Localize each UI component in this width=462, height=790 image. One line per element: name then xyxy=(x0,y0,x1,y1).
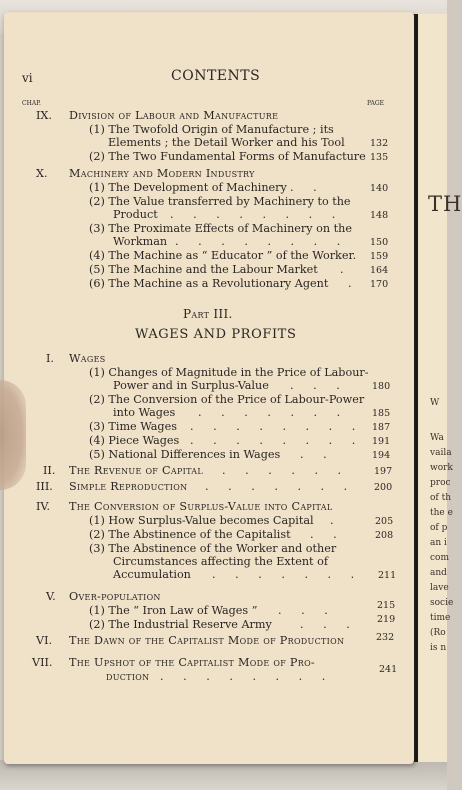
section-entry: (2) The Industrial Reserve Army xyxy=(89,618,272,631)
page-number: 205 xyxy=(375,516,394,527)
section-entry: (1) The Development of Machinery xyxy=(89,181,287,194)
chapter-title: The Dawn of the Capitalist Mode of Production xyxy=(69,634,345,647)
page-number: 197 xyxy=(374,466,393,477)
page-number: 170 xyxy=(370,279,389,290)
page-number: 132 xyxy=(370,138,389,149)
facing-page-text: work xyxy=(430,463,453,473)
leader-dots: . xyxy=(330,514,342,527)
facing-page-heading: TH xyxy=(428,192,462,216)
chapter-number: IX. xyxy=(36,109,52,122)
leader-dots: . . . . . . xyxy=(222,464,350,477)
facing-page-text: (Ro xyxy=(430,628,446,638)
chapter-number: II. xyxy=(43,464,56,477)
thumb-shadow xyxy=(0,380,26,490)
section-entry: (2) The Value transferred by Machinery to the xyxy=(89,195,351,208)
page-number: 241 xyxy=(379,664,398,675)
facing-page-text: of p xyxy=(430,523,448,533)
leader-dots: . . . . . . . . xyxy=(170,208,344,221)
section-entry: (2) The Conversion of the Price of Labour-Power xyxy=(89,393,365,406)
leader-dots: . . . . . . . . xyxy=(190,420,364,433)
facing-page xyxy=(414,14,462,762)
facing-page-text: time xyxy=(430,613,451,623)
page-number: 148 xyxy=(370,210,389,221)
page-number: 200 xyxy=(374,482,393,493)
leader-dots: . . . . . . . . xyxy=(190,434,364,447)
section-entry: (1) Changes of Magnitude in the Price of Labour- xyxy=(89,366,369,379)
chapter-title: Machinery and Modern Industry xyxy=(69,167,255,180)
section-entry: (1) How Surplus-Value becomes Capital xyxy=(89,514,314,527)
chapter-number: I. xyxy=(46,352,54,365)
facing-page-text: lave xyxy=(430,583,449,593)
page-number: 164 xyxy=(370,265,389,276)
leader-dots: . . xyxy=(310,528,345,541)
leader-dots: . . xyxy=(300,448,335,461)
page-title: CONTENTS xyxy=(171,68,261,84)
chapter-number: V. xyxy=(46,590,56,603)
chapter-number: VII. xyxy=(32,656,53,669)
section-entry: Workman xyxy=(113,235,168,248)
page-number: 191 xyxy=(372,436,391,447)
section-entry: (2) The Two Fundamental Forms of Manufacture xyxy=(89,150,366,163)
section-entry: Accumulation xyxy=(113,568,191,581)
chapter-title: The Conversion of Surplus-Value into Capital xyxy=(69,500,333,513)
section-entry: (3) The Abstinence of the Worker and other xyxy=(89,542,337,555)
page-number: 150 xyxy=(370,237,389,248)
leader-dots: . xyxy=(340,263,352,276)
facing-page-text: of th xyxy=(430,493,452,503)
facing-page-text: com xyxy=(430,553,449,563)
leader-dots: . . . xyxy=(278,604,336,617)
chapter-number: IV. xyxy=(36,500,51,513)
chapter-title: Division of Labour and Manufacture xyxy=(69,109,279,122)
section-entry: (1) The Twofold Origin of Manufacture ; its xyxy=(89,123,334,136)
part-label: Part III. xyxy=(183,307,233,321)
page-number: 140 xyxy=(370,183,389,194)
page-number: 232 xyxy=(376,632,395,643)
chapter-title: The Upshot of the Capitalist Mode of Pro- xyxy=(69,656,316,669)
leader-dots: . . . . . . . xyxy=(212,568,363,581)
page-number: 159 xyxy=(370,251,389,262)
page-number: 219 xyxy=(377,614,396,625)
leader-dots: . . . xyxy=(290,379,348,392)
facing-page-text: proc xyxy=(430,478,451,488)
leader-dots: . . xyxy=(290,181,325,194)
facing-page-text: an i xyxy=(430,538,447,548)
section-entry: Elements ; the Detail Worker and his Tool xyxy=(108,136,345,149)
chapter-title: Simple Reproduction xyxy=(69,480,188,493)
page-number: 180 xyxy=(372,381,391,392)
chapter-number: X. xyxy=(36,167,48,180)
page-number: 135 xyxy=(370,152,389,163)
chapter-number: VI. xyxy=(36,634,53,647)
facing-page-text: the e xyxy=(430,508,453,518)
leader-dots: . . . . . . . xyxy=(198,406,349,419)
part-title: WAGES AND PROFITS xyxy=(135,327,297,342)
facing-page-text: and xyxy=(430,568,447,578)
section-entry: Circumstances affecting the Extent of xyxy=(113,555,328,568)
section-entry: (4) Piece Wages xyxy=(89,434,180,447)
leader-dots: . . . . . . . . xyxy=(175,235,349,248)
facing-page-text: W xyxy=(430,398,440,408)
section-entry: (5) National Differences in Wages xyxy=(89,448,281,461)
section-entry: Power and in Surplus-Value xyxy=(113,379,269,392)
section-entry: (6) The Machine as a Revolutionary Agent xyxy=(89,277,329,290)
chapter-title-cont: duction xyxy=(106,670,150,683)
page-number: 208 xyxy=(375,530,394,541)
page-number: 211 xyxy=(378,570,397,581)
page-numeral: vi xyxy=(22,71,33,85)
facing-page-text: is n xyxy=(430,643,447,653)
section-entry: (2) The Abstinence of the Capitalist xyxy=(89,528,291,541)
section-entry: (4) The Machine as “ Educator ” of the Worker. xyxy=(89,249,357,262)
chapter-title: The Revenue of Capital xyxy=(69,464,203,477)
chapter-title: Wages xyxy=(69,352,106,365)
section-entry: Product xyxy=(113,208,158,221)
section-entry: (3) Time Wages xyxy=(89,420,177,433)
page-number: 215 xyxy=(377,600,396,611)
background-bottom xyxy=(0,760,447,790)
page-number: 187 xyxy=(372,422,391,433)
section-entry: into Wages xyxy=(113,406,176,419)
leader-dots: . . . xyxy=(300,618,358,631)
facing-page-text: vaila xyxy=(430,448,452,458)
section-entry: (1) The “ Iron Law of Wages ” xyxy=(89,604,258,617)
leader-dots: . xyxy=(348,277,360,290)
chap-label: CHAP. xyxy=(22,100,41,107)
chapter-title: Over-population xyxy=(69,590,161,603)
page-number: 194 xyxy=(372,450,391,461)
section-entry: (5) The Machine and the Labour Market xyxy=(89,263,318,276)
chapter-number: III. xyxy=(36,480,53,493)
facing-page-text: Wa xyxy=(430,433,444,443)
leader-dots: . . . . . . . xyxy=(205,480,356,493)
leader-dots: . . . . . . . . xyxy=(160,670,334,683)
page-number: 185 xyxy=(372,408,391,419)
section-entry: (3) The Proximate Effects of Machinery on the xyxy=(89,222,352,235)
facing-page-text: socie xyxy=(430,598,454,608)
page-label: PAGE xyxy=(367,100,384,107)
